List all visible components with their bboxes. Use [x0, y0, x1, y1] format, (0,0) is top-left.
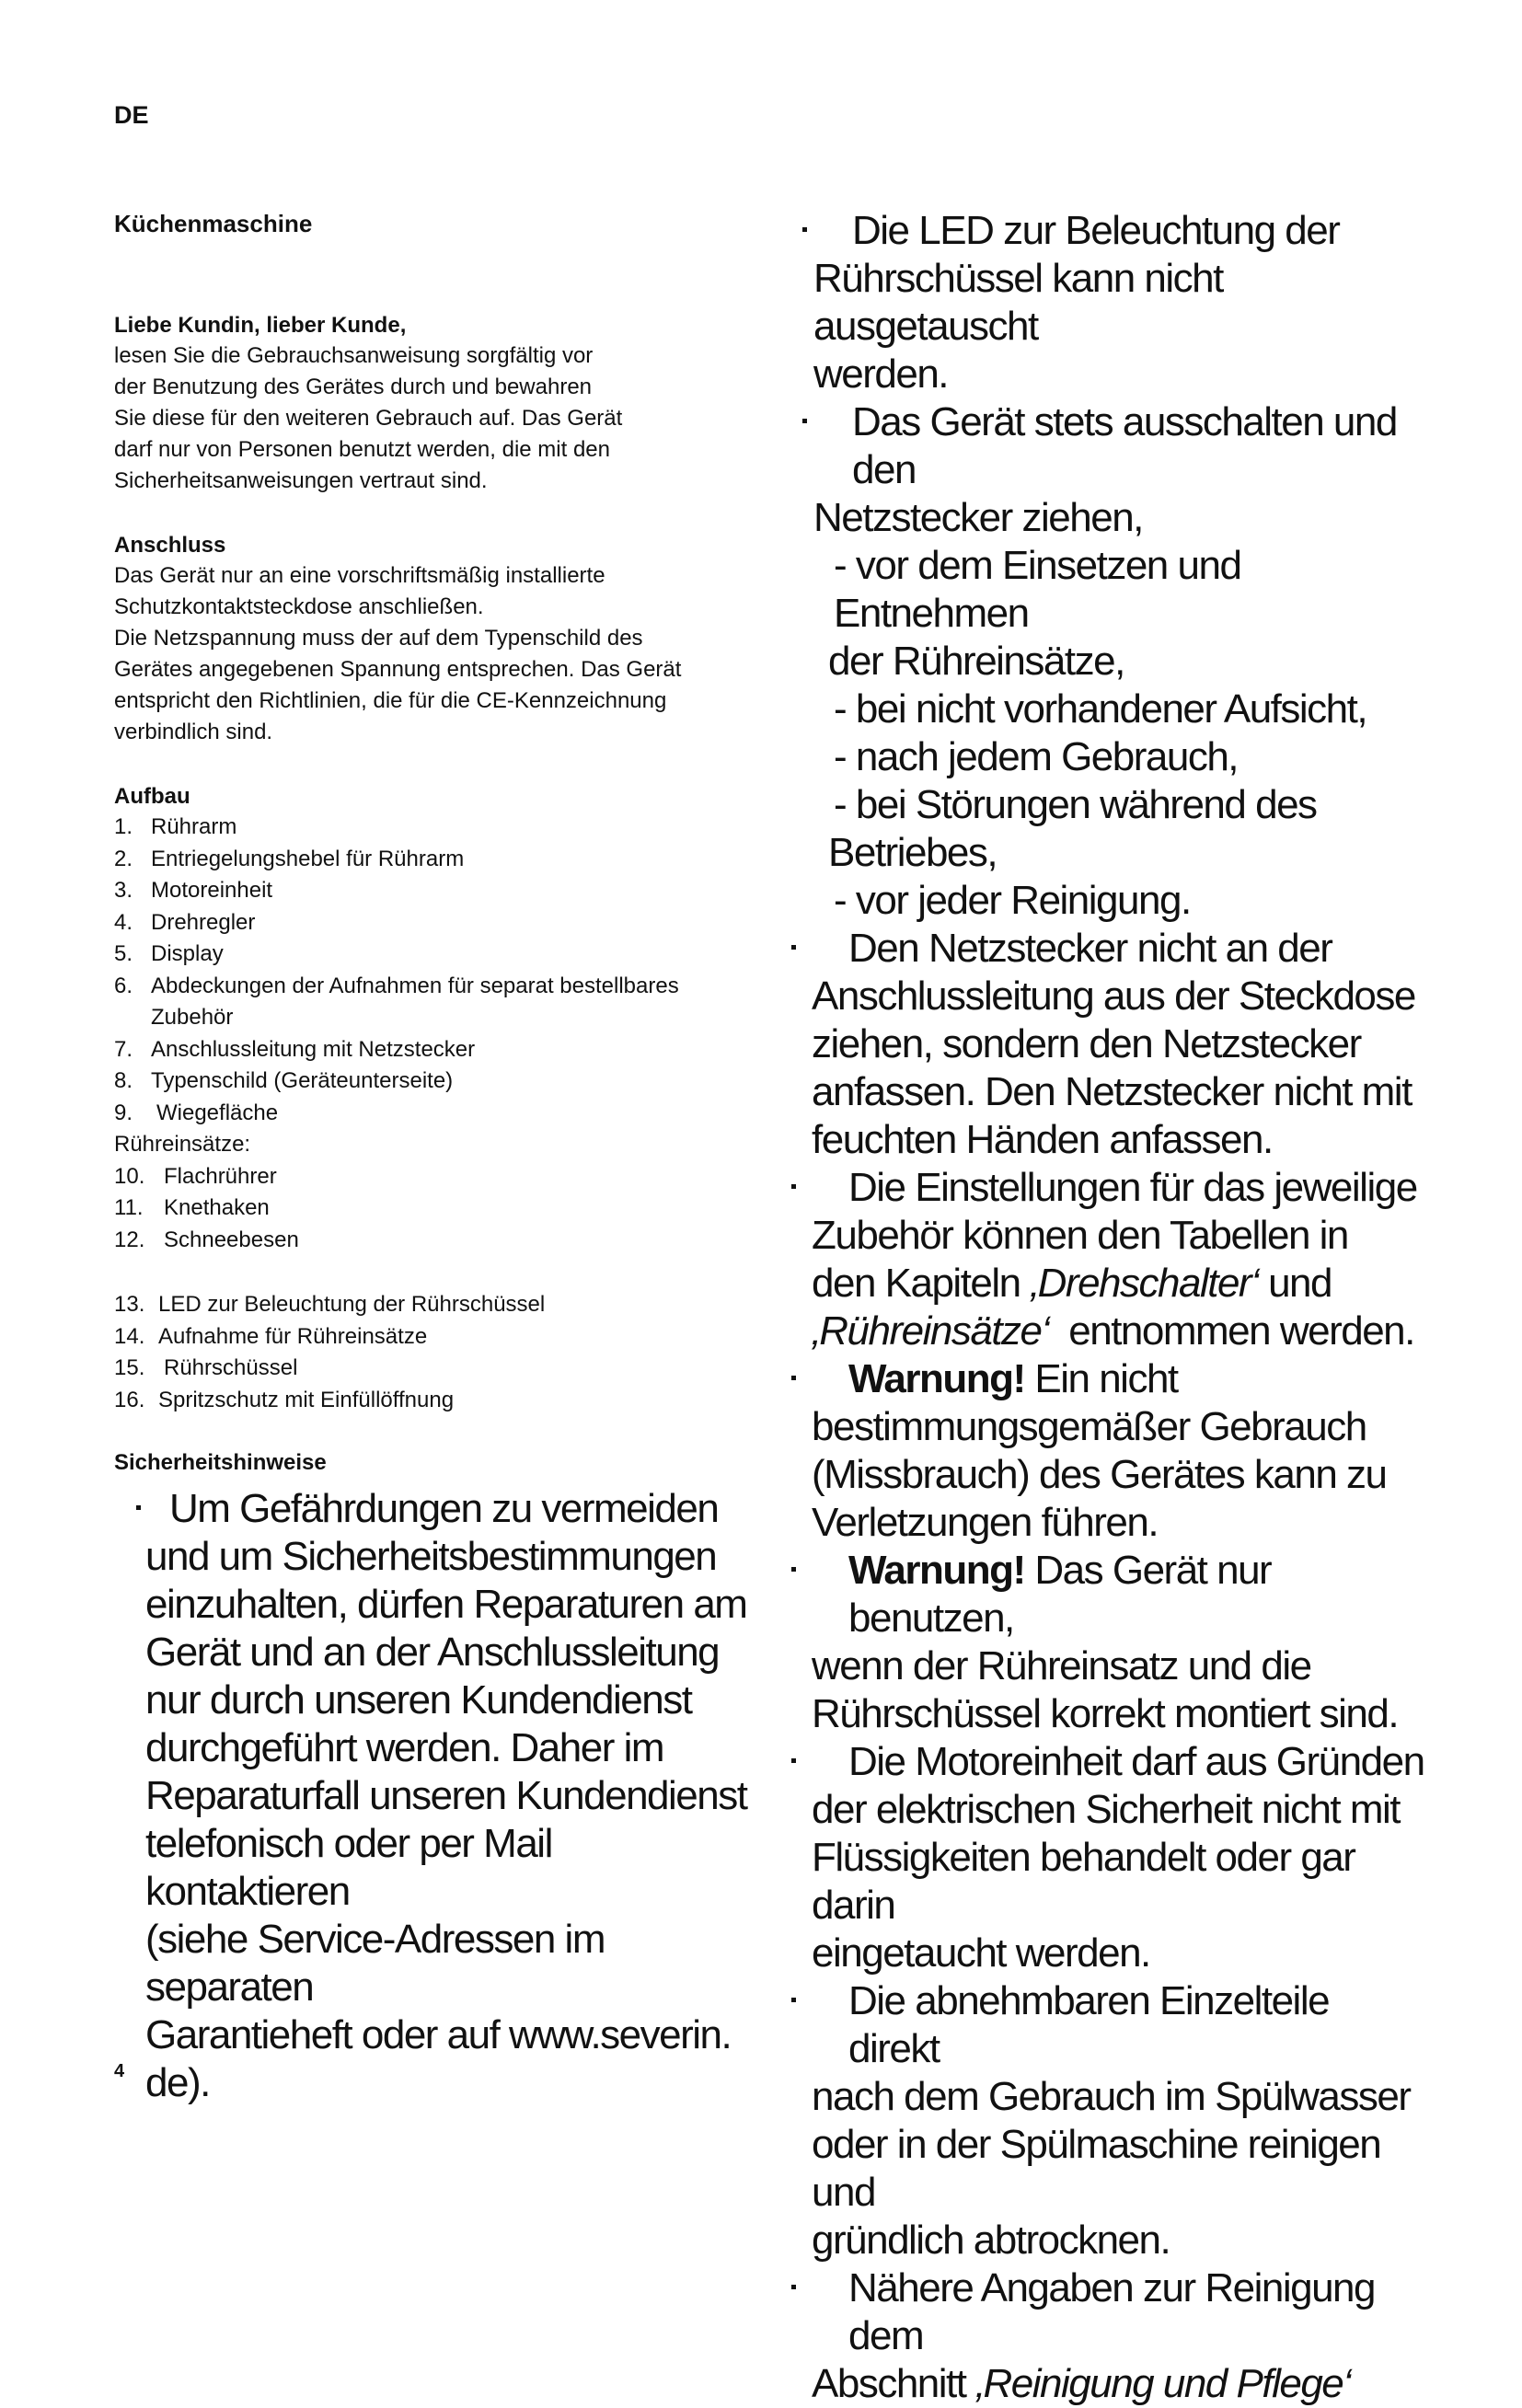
- item-text: Schneebesen: [164, 1227, 299, 1252]
- text-line: de).: [145, 2060, 210, 2105]
- warning-label: Warnung!: [848, 1548, 1025, 1593]
- item-text: Motoreinheit: [151, 878, 273, 903]
- sicherheit-section: [114, 1447, 758, 2107]
- safety-bullet: [790, 207, 1424, 398]
- text-line: Sicherheitsanweisungen vertraut sind.: [114, 468, 488, 493]
- text-line: nur durch unseren Kundendienst: [145, 1677, 692, 1722]
- item-number: 12.: [114, 1227, 145, 1252]
- item-number: 8.: [114, 1068, 133, 1093]
- text-line: Das Gerät stets ausschalten und den: [852, 399, 1397, 492]
- text-line: gründlich abtrocknen.: [812, 2218, 1170, 2263]
- left-column: [114, 210, 758, 2107]
- chapter-reference: ‚Drehschalter‘: [1030, 1261, 1259, 1306]
- text-line: (siehe Service-Adressen im separaten: [145, 1917, 605, 2010]
- bullet-icon: [802, 227, 807, 232]
- chapter-reference: ‚Rühreinsätze‘: [812, 1308, 1049, 1354]
- item-text: Flachrührer: [164, 1163, 277, 1189]
- text-line: Verletzungen führen.: [812, 1500, 1159, 1545]
- warning-label: Warnung!: [848, 1356, 1025, 1401]
- text-span: den Kapiteln: [812, 1261, 1031, 1306]
- bullet-icon: [791, 1758, 796, 1763]
- sub-line: - nach jedem Gebrauch,: [834, 734, 1239, 779]
- text-line: [812, 1355, 1424, 1403]
- text-line: [812, 1547, 1424, 1642]
- list-item: [114, 844, 758, 876]
- bullet-icon: [802, 419, 807, 423]
- list-item: [114, 1353, 758, 1385]
- bullet-icon: [791, 945, 796, 950]
- text-line: wenn der Rühreinsatz und die: [812, 1643, 1311, 1688]
- aufbau-list: [114, 812, 758, 1416]
- text-line: Die LED zur Beleuchtung der: [852, 208, 1340, 253]
- text-line: Zubehör können den Tabellen in: [812, 1213, 1348, 1258]
- item-text-cont: Zubehör: [151, 1005, 234, 1030]
- text-line: Die abnehmbaren Einzelteile direkt: [848, 1978, 1330, 2071]
- sub-line: - bei nicht vorhandener Aufsicht,: [834, 686, 1367, 732]
- sub-line: - vor dem Einsetzen und Entnehmen: [834, 543, 1241, 636]
- item-number: 14.: [114, 1323, 145, 1349]
- list-item: [114, 1161, 758, 1193]
- item-number: 13.: [114, 1292, 145, 1317]
- list-item: [114, 971, 758, 1034]
- item-text: Aufnahme für Rühreinsätze: [158, 1323, 428, 1349]
- list-item: [114, 1098, 758, 1130]
- text-line: Sie diese für den weiteren Gebrauch auf. Das Gerät: [114, 406, 623, 431]
- item-text: Anschlussleitung mit Netzstecker: [151, 1036, 476, 1062]
- list-item: [114, 875, 758, 907]
- item-number: 10.: [114, 1163, 145, 1189]
- safety-bullet: [790, 925, 1424, 1164]
- item-text: Wiegefläche: [156, 1100, 279, 1125]
- item-number: 2.: [114, 846, 133, 871]
- warning-bullet: [790, 1547, 1424, 1738]
- item-number: 4.: [114, 909, 133, 935]
- list-item: [114, 1321, 758, 1354]
- text-span: und: [1258, 1261, 1332, 1306]
- text-line: Schutzkontaktsteckdose anschließen.: [114, 594, 484, 619]
- aufbau-heading: Aufbau: [114, 784, 190, 809]
- text-line: Gerätes angegebenen Spannung entsprechen. Das Gerät: [114, 657, 682, 682]
- item-number: 16.: [114, 1387, 145, 1412]
- text-line: entspricht den Richtlinien, die für die CE-Kennzeichnung: [114, 688, 667, 713]
- bullet-icon: [791, 2285, 796, 2289]
- sub-line: - vor jeder Reinigung.: [834, 878, 1191, 923]
- sub-line: - bei Störungen während des: [834, 782, 1317, 827]
- text-line: Rührschüssel korrekt montiert sind.: [812, 1691, 1399, 1736]
- bullet-text: [114, 1485, 758, 1533]
- item-text: LED zur Beleuchtung der Rührschüssel: [158, 1292, 546, 1317]
- text-line: einzuhalten, dürfen Reparaturen am: [145, 1582, 747, 1627]
- text-line: Den Netzstecker nicht an der: [848, 926, 1332, 971]
- text-line: lesen Sie die Gebrauchsanweisung sorgfältig vor: [114, 343, 594, 368]
- list-item: [114, 1289, 758, 1321]
- item-text: Entriegelungshebel für Rührarm: [151, 846, 465, 871]
- list-item: [114, 1066, 758, 1098]
- list-item: [114, 939, 758, 971]
- text-line: Flüssigkeiten behandelt oder gar darin: [812, 1835, 1355, 1928]
- text-line: und um Sicherheitsbestimmungen: [145, 1534, 717, 1579]
- sicherheit-heading: Sicherheitshinweise: [114, 1450, 327, 1475]
- text-line: werden.: [813, 351, 949, 397]
- text-line: Reparaturfall unseren Kundendienst: [145, 1773, 747, 1818]
- intro-section: [114, 310, 758, 497]
- text-line: bestimmungsgemäßer Gebrauch: [812, 1404, 1366, 1449]
- text-line: Gerät und an der Anschlussleitung: [145, 1630, 720, 1675]
- item-number: 1.: [114, 814, 133, 839]
- text-line: darf nur von Personen benutzt werden, die mit den: [114, 437, 610, 462]
- bullet-icon: [791, 1376, 796, 1380]
- text-line: Anschlussleitung aus der Steckdose: [812, 974, 1415, 1019]
- item-text: Display: [151, 941, 224, 966]
- bullet-text-cont: [114, 1533, 758, 2107]
- warning-bullet: [790, 1355, 1424, 1547]
- list-item: [114, 907, 758, 939]
- item-number: 7.: [114, 1036, 133, 1062]
- text-line: verbindlich sind.: [114, 720, 273, 744]
- sublabel-text: Rühreinsätze:: [114, 1132, 251, 1157]
- safety-bullet: [790, 1738, 1424, 1977]
- page-title: Küchenmaschine: [114, 210, 313, 237]
- list-item: [114, 1225, 758, 1257]
- text-line: anfassen. Den Netzstecker nicht mit: [812, 1069, 1412, 1114]
- text-line: Um Gefährdungen zu vermeiden: [169, 1486, 719, 1531]
- text-line: eingetaucht werden.: [812, 1930, 1150, 1976]
- text-line: der elektrischen Sicherheit nicht mit: [812, 1787, 1401, 1832]
- item-text: Rührarm: [151, 814, 237, 839]
- bullet-icon: [791, 1184, 796, 1189]
- text-span: Das Gerät nur benutzen,: [848, 1548, 1272, 1641]
- list-item: [114, 812, 758, 844]
- text-span: entnommen werden.: [1048, 1308, 1414, 1354]
- item-text-line: Abdeckungen der Aufnahmen für separat bestellbares: [151, 973, 679, 998]
- text-line: Das Gerät nur an eine vorschriftsmäßig installierte: [114, 563, 605, 588]
- safety-bullet: [790, 1977, 1424, 2264]
- item-text: Drehregler: [151, 909, 256, 935]
- language-code: DE: [114, 101, 149, 129]
- item-number: 5.: [114, 941, 133, 966]
- item-number: 9.: [114, 1100, 133, 1125]
- anschluss-section: [114, 530, 758, 748]
- intro-text: [114, 340, 758, 497]
- right-column: [790, 207, 1424, 2408]
- text-line: oder in der Spülmaschine reinigen und: [812, 2122, 1381, 2215]
- text-line: nach dem Gebrauch im Spülwasser: [812, 2074, 1411, 2119]
- aufbau-section: [114, 781, 758, 1416]
- item-text: Knethaken: [164, 1195, 270, 1220]
- item-number: 3.: [114, 878, 133, 903]
- anschluss-text: [114, 560, 758, 748]
- item-number: 15.: [114, 1355, 145, 1380]
- sub-line: der Rühreinsätze,: [828, 639, 1124, 684]
- text-line: Die Einstellungen für das jeweilige: [848, 1165, 1417, 1210]
- item-number: 11.: [114, 1195, 144, 1220]
- list-sublabel: [114, 1129, 758, 1161]
- item-text: Rührschüssel: [164, 1355, 298, 1380]
- list-gap: [114, 1256, 758, 1289]
- text-line: feuchten Händen anfassen.: [812, 1117, 1273, 1162]
- text-line: Garantieheft oder auf www.severin.: [145, 2012, 732, 2057]
- text-line: der Benutzung des Gerätes durch und bewahren: [114, 374, 593, 399]
- page-number: 4: [114, 2061, 125, 2081]
- chapter-reference: ‚Reinigung und Pflege‘: [975, 2361, 1351, 2406]
- safety-bullet: [114, 1485, 758, 2107]
- safety-bullet: [790, 1164, 1424, 1355]
- list-item: [114, 1385, 758, 1417]
- bullet-icon: [136, 1505, 141, 1510]
- text-line: ziehen, sondern den Netzstecker: [812, 1021, 1361, 1066]
- safety-bullet: [790, 398, 1424, 925]
- bullet-icon: [791, 1567, 796, 1572]
- text-line: [812, 1260, 1424, 1308]
- text-line: Nähere Angaben zur Reinigung dem: [848, 2265, 1376, 2358]
- text-line: [812, 2360, 1424, 2408]
- safety-bullet: [790, 2264, 1424, 2408]
- intro-heading: Liebe Kundin, lieber Kunde,: [114, 313, 407, 338]
- text-line: Rührschüssel kann nicht ausgetauscht: [813, 256, 1223, 349]
- text-line: Die Netzspannung muss der auf dem Typenschild des: [114, 626, 643, 651]
- text-line: telefonisch oder per Mail kontaktieren: [145, 1821, 552, 1914]
- text-span: Ein nicht: [1024, 1356, 1178, 1401]
- text-span: Abschnitt: [812, 2361, 976, 2406]
- anschluss-heading: Anschluss: [114, 533, 226, 558]
- item-text: Spritzschutz mit Einfüllöffnung: [158, 1387, 455, 1412]
- text-line: durchgeführt werden. Daher im: [145, 1725, 664, 1770]
- text-line: (Missbrauch) des Gerätes kann zu: [812, 1452, 1387, 1497]
- text-line: [812, 1308, 1424, 1355]
- sub-line: Betriebes,: [828, 830, 997, 875]
- item-text: Typenschild (Geräteunterseite): [151, 1068, 454, 1093]
- text-line: Netzstecker ziehen,: [813, 495, 1143, 540]
- list-item: [114, 1192, 758, 1225]
- list-item: [114, 1034, 758, 1066]
- bullet-icon: [791, 1998, 796, 2002]
- item-text: [151, 971, 758, 1034]
- text-line: Die Motoreinheit darf aus Gründen: [848, 1739, 1424, 1784]
- item-number: 6.: [114, 973, 133, 998]
